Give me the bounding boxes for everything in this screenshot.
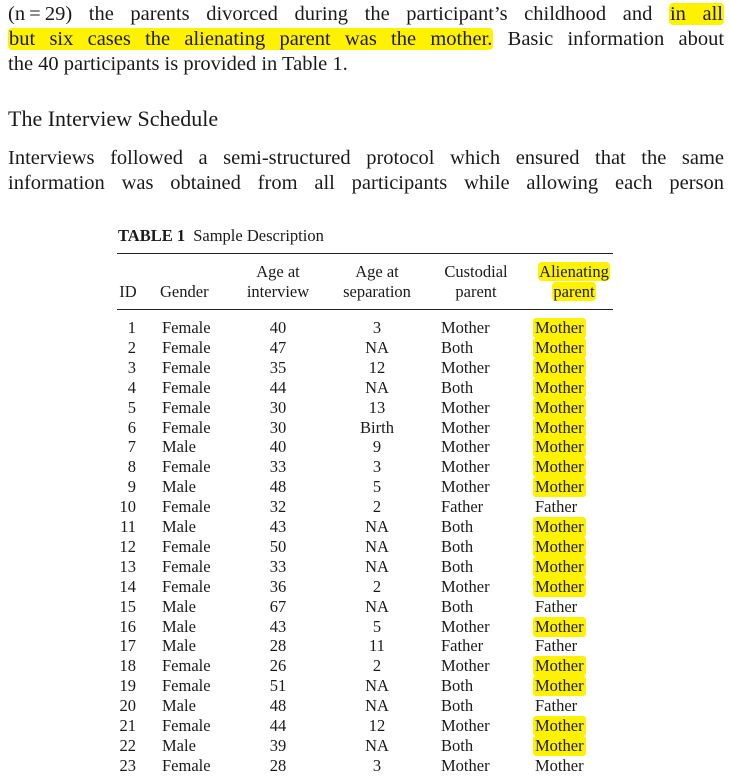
cell-alienating: Mother [535,377,584,397]
table-row [0,617,730,637]
cell-age-interview: 40 [269,318,287,337]
header-age-interview [238,262,318,302]
cell-id: 9 [127,477,136,497]
cell-age-separation: 13 [368,397,386,417]
header-age-separation [332,262,422,302]
cell-id: 20 [119,696,136,716]
cell-custodial: Mother [441,437,490,457]
header-alienating [532,262,616,302]
cell-age-interview: 50 [269,536,287,556]
cell-alienating: Mother [535,318,584,337]
cell-age-interview: 30 [269,417,287,437]
cell-age-separation: 2 [372,497,382,517]
cell-age-interview: 40 [269,437,287,457]
table-row [0,597,730,617]
cell-age-interview: 33 [269,457,287,477]
cell-custodial: Mother [441,656,490,676]
table-row [0,537,730,557]
cell-age-separation: NA [365,676,389,696]
cell-gender: Male [162,636,196,656]
cell-age-separation: NA [365,517,389,536]
table-row [0,557,730,577]
cell-age-separation: 9 [372,437,382,457]
table-row [0,338,730,358]
cell-gender: Male [162,596,196,616]
cell-id: 3 [127,357,136,377]
cell-id: 15 [119,596,136,616]
highlighted-text-1: in all [669,3,723,25]
cell-custodial: Father [441,497,484,517]
header-age-separation-line-1: Age at [355,262,399,281]
cell-custodial: Both [441,676,474,696]
cell-age-separation: 12 [368,357,386,377]
cell-alienating: Mother [535,417,584,437]
cell-age-interview: 48 [269,477,287,497]
cell-age-interview: 43 [269,517,287,536]
cell-age-interview: 51 [269,676,287,696]
cell-age-separation: NA [365,735,389,755]
cell-gender: Female [162,377,211,397]
interview-line-2: information was obtained from all participants while allowing each person [8,172,724,194]
cell-age-separation: 3 [372,318,382,337]
cell-gender: Female [162,656,211,676]
table-row [0,497,730,517]
table-row [0,398,730,418]
intro-line-2 [8,27,724,52]
cell-gender: Male [162,616,196,636]
cell-age-interview: 43 [269,616,287,636]
cell-custodial: Mother [441,755,490,775]
cell-custodial: Both [441,337,474,357]
cell-custodial: Mother [441,357,490,377]
cell-alienating: Father [535,497,578,517]
cell-age-separation: 12 [368,716,386,735]
cell-gender: Male [162,735,196,755]
cell-age-interview: 35 [269,357,287,377]
cell-id: 11 [120,517,136,536]
header-age-interview-line-1: Age at [256,262,300,281]
section-heading: The Interview Schedule [8,106,219,131]
cell-id: 14 [119,576,136,596]
cell-gender: Female [162,337,211,357]
cell-id: 19 [119,676,136,696]
cell-gender: Male [162,477,196,497]
cell-id: 1 [127,318,136,337]
cell-alienating: Mother [535,616,584,636]
cell-age-interview: 67 [269,596,287,616]
cell-custodial: Both [441,536,474,556]
table-row [0,418,730,438]
cell-age-separation: NA [365,596,389,616]
cell-id: 16 [119,616,136,636]
cell-id: 5 [127,397,136,417]
header-custodial-line-2: parent [455,282,497,301]
cell-gender: Male [162,517,196,536]
cell-custodial: Mother [441,576,490,596]
table-row [0,477,730,497]
table-row [0,378,730,398]
interview-line-1: Interviews followed a semi-structured protocol which ensured that the same [8,147,724,169]
cell-alienating: Mother [535,517,584,536]
cell-gender: Male [162,437,196,457]
cell-gender: Female [162,716,211,735]
table-row [0,358,730,378]
cell-alienating: Father [535,696,578,716]
table-row [0,696,730,716]
cell-gender: Female [162,318,211,337]
cell-custodial: Mother [441,716,490,735]
intro-text-2: Basic information about [507,28,725,50]
cell-custodial: Mother [441,397,490,417]
cell-id: 12 [119,536,136,556]
table-row [0,437,730,457]
cell-alienating: Mother [535,457,584,477]
header-id: ID [119,282,137,301]
cell-alienating: Mother [535,437,584,457]
cell-alienating: Mother [535,477,584,497]
cell-id: 18 [119,656,136,676]
cell-alienating: Mother [535,337,584,357]
cell-age-interview: 47 [269,337,287,357]
cell-age-interview: 44 [269,377,287,397]
cell-age-interview: 32 [269,497,287,517]
cell-custodial: Mother [441,457,490,477]
table-top-rule [117,253,613,254]
cell-custodial: Both [441,517,474,536]
cell-age-separation: 2 [372,576,382,596]
cell-id: 4 [127,377,136,397]
table-row [0,676,730,696]
cell-gender: Female [162,755,211,775]
cell-alienating: Mother [535,357,584,377]
header-gender: Gender [160,282,209,301]
cell-age-separation: NA [365,696,389,716]
cell-alienating: Father [535,636,578,656]
header-age-separation-line-2: separation [343,282,411,301]
cell-gender: Female [162,457,211,477]
cell-age-separation: Birth [360,417,394,437]
table-row [0,656,730,676]
cell-gender: Female [162,497,211,517]
header-alienating-line-2: parent [553,282,595,301]
table-caption-text: Sample Description [193,226,324,245]
cell-custodial: Mother [441,477,490,497]
cell-gender: Female [162,357,211,377]
cell-age-separation: NA [365,536,389,556]
header-age-interview-line-2: interview [246,282,310,301]
cell-alienating: Mother [535,536,584,556]
cell-id: 22 [119,735,136,755]
cell-age-interview: 28 [269,636,287,656]
cell-gender: Male [162,696,196,716]
cell-alienating: Father [535,596,578,616]
table-row [0,318,730,338]
cell-custodial: Both [441,556,474,576]
cell-alienating: Mother [535,397,584,417]
cell-gender: Female [162,397,211,417]
cell-age-separation: NA [365,337,389,357]
cell-alienating: Mother [535,576,584,596]
table-row [0,736,730,756]
cell-custodial: Mother [441,318,490,337]
table-row [0,577,730,597]
table-header-rule [117,309,613,310]
cell-custodial: Mother [441,616,490,636]
cell-gender: Female [162,556,211,576]
cell-age-separation: 2 [372,656,382,676]
cell-custodial: Father [441,636,484,656]
cell-id: 2 [127,337,136,357]
cell-custodial: Both [441,596,474,616]
cell-id: 23 [119,755,136,775]
table-row [0,756,730,776]
cell-age-separation: NA [365,556,389,576]
table-row [0,457,730,477]
cell-alienating: Mother [535,656,584,676]
cell-age-interview: 30 [269,397,287,417]
cell-gender: Female [162,676,211,696]
cell-gender: Female [162,417,211,437]
intro-paragraph [8,2,724,77]
cell-custodial: Mother [441,417,490,437]
cell-alienating: Mother [535,735,584,755]
cell-custodial: Both [441,377,474,397]
table-row [0,636,730,656]
interview-paragraph [8,146,724,196]
cell-age-separation: 3 [372,457,382,477]
cell-age-separation: 5 [372,477,382,497]
intro-line-1 [8,2,724,27]
cell-age-separation: NA [365,377,389,397]
cell-alienating: Mother [535,716,584,735]
cell-age-interview: 44 [269,716,287,735]
cell-age-separation: 3 [372,755,382,775]
cell-alienating: Mother [535,676,584,696]
cell-age-interview: 26 [269,656,287,676]
cell-age-interview: 48 [269,696,287,716]
cell-custodial: Both [441,696,474,716]
intro-text-1: (n = 29) the parents divorced during the participant’s childhood and [8,3,653,25]
header-alienating-line-1: Alienating [539,262,609,281]
cell-id: 13 [119,556,136,576]
table-caption [118,226,324,246]
cell-id: 10 [119,497,136,517]
highlighted-text-2: but six cases the alienating parent was the mother. [9,28,493,50]
cell-gender: Female [162,536,211,556]
cell-id: 17 [119,636,136,656]
header-custodial [434,262,518,302]
table-row [0,716,730,736]
cell-custodial: Both [441,735,474,755]
cell-gender: Female [162,576,211,596]
cell-age-interview: 33 [269,556,287,576]
cell-id: 6 [127,417,136,437]
cell-age-interview: 39 [269,735,287,755]
table-caption-label: TABLE 1 [118,226,186,245]
intro-line-3: the 40 participants is provided in Table 1. [8,53,348,75]
cell-id: 8 [127,457,136,477]
header-custodial-line-1: Custodial [444,262,508,281]
cell-alienating: Mother [535,755,584,775]
cell-age-interview: 36 [269,576,287,596]
cell-age-interview: 28 [269,755,287,775]
cell-id: 21 [119,716,136,735]
cell-alienating: Mother [535,556,584,576]
cell-age-separation: 11 [369,636,385,656]
cell-age-separation: 5 [372,616,382,636]
cell-id: 7 [127,437,136,457]
table-row [0,517,730,537]
